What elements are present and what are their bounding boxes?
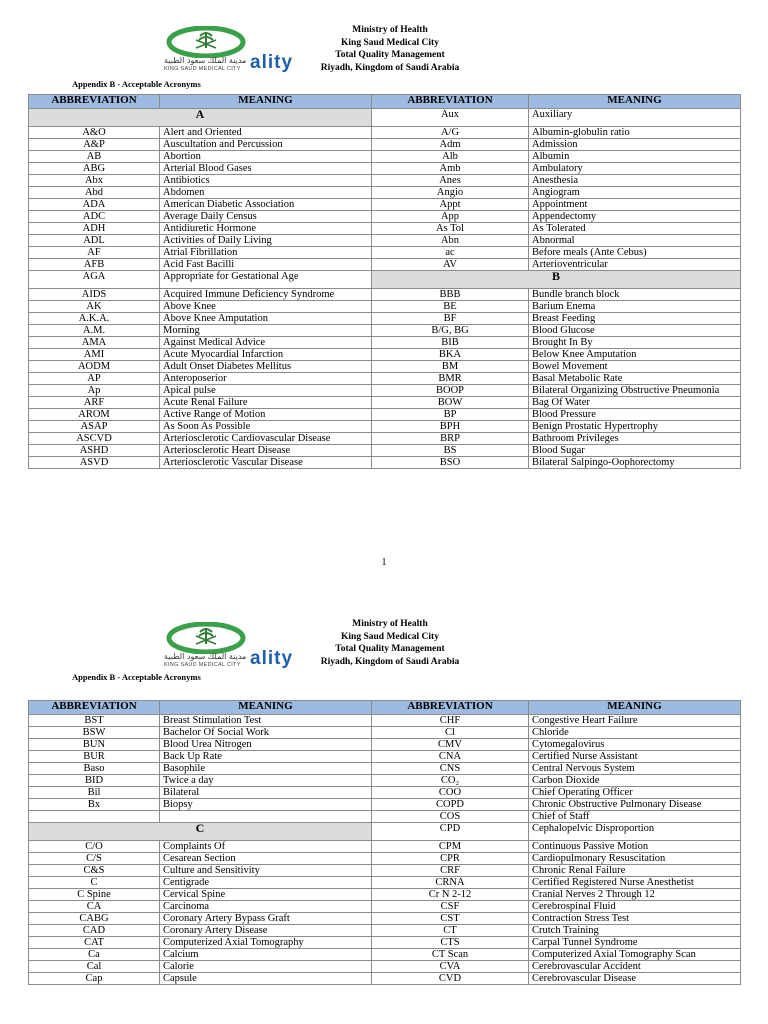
emblem-icon [166,26,246,58]
hospital-logo [162,622,304,674]
meaning-cell: Cephalopelvic Disproportion [529,823,741,841]
table-row [29,937,741,949]
abbreviation-cell: BRP [372,433,529,445]
abbreviation-cell: C [29,877,160,889]
meaning-cell: Cerebrovascular Accident [529,961,741,973]
table-row [29,187,741,199]
table-row [29,337,741,349]
meaning-cell: Blood Sugar [529,445,741,457]
table-row [29,811,741,823]
meaning-cell: Calorie [160,961,372,973]
meaning-cell: Appendectomy [529,211,741,223]
abbreviation-cell: ac [372,247,529,259]
meaning-cell: Congestive Heart Failure [529,715,741,727]
hospital-logo [162,26,304,78]
abbreviation-cell: A&P [29,139,160,151]
meaning-cell: Arteriosclerotic Heart Disease [160,445,372,457]
abbreviation-cell: ASCVD [29,433,160,445]
meaning-cell: Arterial Blood Gases [160,163,372,175]
column-header: ABBREVIATION [29,701,160,715]
meaning-cell: Culture and Sensitivity [160,865,372,877]
meaning-cell: Continuous Passive Motion [529,841,741,853]
meaning-cell: Coronary Artery Disease [160,925,372,937]
abbreviation-cell: Angio [372,187,529,199]
table-row [29,199,741,211]
abbreviation-cell: C/S [29,853,160,865]
table-row [29,211,741,223]
meaning-cell: Arteriosclerotic Vascular Disease [160,457,372,469]
abbreviation-cell: Adm [372,139,529,151]
table-row [29,109,741,127]
abbreviation-cell: BSO [372,457,529,469]
meaning-cell: Against Medical Advice [160,337,372,349]
abbreviation-cell: AP [29,373,160,385]
abbreviation-cell: BID [29,775,160,787]
abbreviation-cell: CRNA [372,877,529,889]
meaning-cell: Below Knee Amputation [529,349,741,361]
abbreviation-cell: CABG [29,913,160,925]
meaning-cell: Biopsy [160,799,372,811]
logo-wordmark: ality [250,52,294,73]
table-row [29,373,741,385]
abbreviation-cell: BPH [372,421,529,433]
abbreviation-cell: BUR [29,751,160,763]
column-header: MEANING [160,701,372,715]
abbreviation-cell: BBB [372,289,529,301]
meaning-cell: Abdomen [160,187,372,199]
meaning-cell: Brought In By [529,337,741,349]
column-header: ABBREVIATION [29,95,160,109]
abbreviation-cell: BKA [372,349,529,361]
abbreviation-cell: AF [29,247,160,259]
meaning-cell: Appropriate for Gestational Age [160,271,372,289]
meaning-cell: Basal Metabolic Rate [529,373,741,385]
table-row [29,949,741,961]
meaning-cell: American Diabetic Association [160,199,372,211]
meaning-cell: Antidiuretic Hormone [160,223,372,235]
abbreviation-cell: A/G [372,127,529,139]
header-line: Riyadh, Kingdom of Saudi Arabia [320,62,460,73]
abbreviation-cell: BUN [29,739,160,751]
meaning-cell: Before meals (Ante Cebus) [529,247,741,259]
meaning-cell: Bowel Movement [529,361,741,373]
abbreviation-cell: CPD [372,823,529,841]
meaning-cell: Carcinoma [160,901,372,913]
meaning-cell: Acid Fast Bacilli [160,259,372,271]
abbreviation-cell: ADH [29,223,160,235]
meaning-cell: Calcium [160,949,372,961]
meaning-cell: Adult Onset Diabetes Mellitus [160,361,372,373]
abbreviation-cell: AFB [29,259,160,271]
column-header: ABBREVIATION [372,95,529,109]
document-header [290,24,490,74]
logo-english-text: KING SAUD MEDICAL CITY [164,66,241,72]
table-row [29,727,741,739]
meaning-cell: Contraction Stress Test [529,913,741,925]
meaning-cell: Basophile [160,763,372,775]
abbreviation-cell: CHF [372,715,529,727]
acronym-table [28,94,741,469]
abbreviation-cell: App [372,211,529,223]
meaning-cell: As Soon As Possible [160,421,372,433]
table-row [29,763,741,775]
table-row [29,385,741,397]
emblem-icon [166,622,246,654]
abbreviation-cell: Ca [29,949,160,961]
table-row [29,301,741,313]
abbreviation-cell: AODM [29,361,160,373]
abbreviation-cell: CO₂ [372,775,529,787]
meaning-cell: Benign Prostatic Hypertrophy [529,421,741,433]
abbreviation-cell: COPD [372,799,529,811]
abbreviation-cell: AK [29,301,160,313]
abbreviation-cell: BP [372,409,529,421]
meaning-cell: Barium Enema [529,301,741,313]
abbreviation-cell: Anes [372,175,529,187]
meaning-cell: Admission [529,139,741,151]
table-row [29,313,741,325]
meaning-cell: Chief of Staff [529,811,741,823]
section-letter-header: A [29,109,372,127]
meaning-cell: Bundle branch block [529,289,741,301]
table-row [29,961,741,973]
abbreviation-cell: CNS [372,763,529,775]
abbreviation-cell: Ap [29,385,160,397]
table-row [29,877,741,889]
abbreviation-cell: CST [372,913,529,925]
meaning-cell: Bag Of Water [529,397,741,409]
abbreviation-cell: BMR [372,373,529,385]
abbreviation-cell: Baso [29,763,160,775]
header-line: Ministry of Health [352,25,428,35]
meaning-cell: Ambulatory [529,163,741,175]
abbreviation-cell: BOW [372,397,529,409]
abbreviation-cell: C/O [29,841,160,853]
meaning-cell: Carpal Tunnel Syndrome [529,937,741,949]
abbreviation-cell: BST [29,715,160,727]
abbreviation-cell: BOOP [372,385,529,397]
table-row [29,853,741,865]
meaning-cell: Active Range of Motion [160,409,372,421]
meaning-cell: Cervical Spine [160,889,372,901]
abbreviation-cell: CRF [372,865,529,877]
meaning-cell: Morning [160,325,372,337]
abbreviation-cell: CAD [29,925,160,937]
abbreviation-cell: CSF [372,901,529,913]
meaning-cell: Albumin [529,151,741,163]
meaning-cell: Capsule [160,973,372,985]
logo-arabic-text: مدينة الملك سعود الطبية [164,56,247,65]
abbreviation-cell: C Spine [29,889,160,901]
abbreviation-cell: As Tol [372,223,529,235]
table-row [29,457,741,469]
meaning-cell: Acute Myocardial Infarction [160,349,372,361]
abbreviation-cell: AIDS [29,289,160,301]
meaning-cell: Certified Registered Nurse Anesthetist [529,877,741,889]
table-row [29,397,741,409]
header-line: Total Quality Management [335,50,445,60]
table-row [29,151,741,163]
abbreviation-cell: AMI [29,349,160,361]
abbreviation-cell: ADA [29,199,160,211]
logo-wordmark: ality [250,648,294,669]
table-row [29,433,741,445]
meaning-cell: Complaints Of [160,841,372,853]
section-letter-header: B [372,271,741,289]
abbreviation-cell: C&S [29,865,160,877]
table-row [29,409,741,421]
meaning-cell: Cesarean Section [160,853,372,865]
meaning-cell: Crutch Training [529,925,741,937]
table-row [29,289,741,301]
meaning-cell [160,811,372,823]
meaning-cell: Computerized Axial Tomography [160,937,372,949]
abbreviation-cell: Cal [29,961,160,973]
table-row [29,163,741,175]
meaning-cell: Alert and Oriented [160,127,372,139]
abbreviation-cell: Appt [372,199,529,211]
meaning-cell: Appointment [529,199,741,211]
meaning-cell: Cranial Nerves 2 Through 12 [529,889,741,901]
meaning-cell: Back Up Rate [160,751,372,763]
table-row [29,925,741,937]
meaning-cell: As Tolerated [529,223,741,235]
header-line: King Saud Medical City [341,631,439,642]
abbreviation-cell: Abn [372,235,529,247]
meaning-cell: Chief Operating Officer [529,787,741,799]
meaning-cell: Activities of Daily Living [160,235,372,247]
abbreviation-cell: Amb [372,163,529,175]
abbreviation-cell: Cap [29,973,160,985]
meaning-cell: Bilateral Organizing Obstructive Pneumonia [529,385,741,397]
abbreviation-cell: CPM [372,841,529,853]
table-row [29,913,741,925]
table-row [29,325,741,337]
appendix-title: Appendix B - Acceptable Acronyms [72,79,201,89]
meaning-cell: Bilateral Salpingo-Oophorectomy [529,457,741,469]
abbreviation-cell: ARF [29,397,160,409]
meaning-cell: Chloride [529,727,741,739]
meaning-cell: Auxiliary [529,109,741,127]
meaning-cell: Above Knee Amputation [160,313,372,325]
abbreviation-cell: ASVD [29,457,160,469]
abbreviation-cell: CT [372,925,529,937]
abbreviation-cell: ADC [29,211,160,223]
abbreviation-cell [29,811,160,823]
abbreviation-cell: AGA [29,271,160,289]
meaning-cell: Bachelor Of Social Work [160,727,372,739]
table-row [29,841,741,853]
column-header: MEANING [160,95,372,109]
abbreviation-cell: CVA [372,961,529,973]
meaning-cell: Computerized Axial Tomography Scan [529,949,741,961]
abbreviation-cell: Alb [372,151,529,163]
meaning-cell: Carbon Dioxide [529,775,741,787]
abbreviation-cell: Bx [29,799,160,811]
meaning-cell: Acute Renal Failure [160,397,372,409]
abbreviation-cell: B/G, BG [372,325,529,337]
table-row [29,235,741,247]
abbreviation-cell: CA [29,901,160,913]
page-number: 1 [381,557,387,568]
abbreviation-cell: Cr N 2-12 [372,889,529,901]
logo-arabic-text: مدينة الملك سعود الطبية [164,652,247,661]
abbreviation-cell: Abd [29,187,160,199]
meaning-cell: Apical pulse [160,385,372,397]
meaning-cell: Arterioventricular [529,259,741,271]
abbreviation-cell: CMV [372,739,529,751]
meaning-cell: Breast Feeding [529,313,741,325]
table-row [29,739,741,751]
abbreviation-cell: AMA [29,337,160,349]
meaning-cell: Auscultation and Percussion [160,139,372,151]
abbreviation-cell: CT Scan [372,949,529,961]
acronym-table [28,700,741,985]
meaning-cell: Albumin-globulin ratio [529,127,741,139]
meaning-cell: Breast Stimulation Test [160,715,372,727]
abbreviation-cell: BE [372,301,529,313]
table-row [29,751,741,763]
table-row [29,889,741,901]
meaning-cell: Cerebrospinal Fluid [529,901,741,913]
meaning-cell: Abortion [160,151,372,163]
header-line: Riyadh, Kingdom of Saudi Arabia [320,656,460,667]
meaning-cell: Cardiopulmonary Resuscitation [529,853,741,865]
abbreviation-cell: CTS [372,937,529,949]
table-row [29,865,741,877]
meaning-cell: Atrial Fibrillation [160,247,372,259]
table-row [29,715,741,727]
meaning-cell: Blood Pressure [529,409,741,421]
meaning-cell: Anesthesia [529,175,741,187]
abbreviation-cell: A&O [29,127,160,139]
abbreviation-cell: A.M. [29,325,160,337]
abbreviation-cell: ADL [29,235,160,247]
table-row [29,259,741,271]
abbreviation-cell: AB [29,151,160,163]
abbreviation-cell: COO [372,787,529,799]
abbreviation-cell: ASAP [29,421,160,433]
abbreviation-cell: Aux [372,109,529,127]
column-header: MEANING [529,701,741,715]
section-letter-header: C [29,823,372,841]
meaning-cell: Acquired Immune Deficiency Syndrome [160,289,372,301]
meaning-cell: Certified Nurse Assistant [529,751,741,763]
meaning-cell: Blood Urea Nitrogen [160,739,372,751]
table-row [29,901,741,913]
column-header: MEANING [529,95,741,109]
document-header [290,618,490,668]
abbreviation-cell: CVD [372,973,529,985]
meaning-cell: Blood Glucose [529,325,741,337]
table-row [29,139,741,151]
table-row [29,973,741,985]
meaning-cell: Cerebrovascular Disease [529,973,741,985]
meaning-cell: Chronic Renal Failure [529,865,741,877]
header-line: Ministry of Health [352,619,428,629]
abbreviation-cell: BSW [29,727,160,739]
table-row [29,223,741,235]
table-row [29,361,741,373]
meaning-cell: Bathroom Privileges [529,433,741,445]
meaning-cell: Antibiotics [160,175,372,187]
table-row [29,127,741,139]
table-row [29,247,741,259]
meaning-cell: Bilateral [160,787,372,799]
table-row [29,775,741,787]
abbreviation-cell: AROM [29,409,160,421]
meaning-cell: Twice a day [160,775,372,787]
meaning-cell: Anteroposerior [160,373,372,385]
column-header: ABBREVIATION [372,701,529,715]
abbreviation-cell: ASHD [29,445,160,457]
table-row [29,445,741,457]
meaning-cell: Central Nervous System [529,763,741,775]
abbreviation-cell: BS [372,445,529,457]
abbreviation-cell: BM [372,361,529,373]
meaning-cell: Coronary Artery Bypass Graft [160,913,372,925]
table-row [29,799,741,811]
meaning-cell: Chronic Obstructive Pulmonary Disease [529,799,741,811]
meaning-cell: Arteriosclerotic Cardiovascular Disease [160,433,372,445]
abbreviation-cell: Cl [372,727,529,739]
header-line: Total Quality Management [335,644,445,654]
table-row [29,175,741,187]
abbreviation-cell: COS [372,811,529,823]
logo-english-text: KING SAUD MEDICAL CITY [164,662,241,668]
meaning-cell: Cytomegalovirus [529,739,741,751]
table-row [29,421,741,433]
abbreviation-cell: ABG [29,163,160,175]
abbreviation-cell: CAT [29,937,160,949]
table-row [29,271,741,289]
meaning-cell: Angiogram [529,187,741,199]
meaning-cell: Abnormal [529,235,741,247]
meaning-cell: Average Daily Census [160,211,372,223]
abbreviation-cell: A.K.A. [29,313,160,325]
meaning-cell: Centigrade [160,877,372,889]
abbreviation-cell: CNA [372,751,529,763]
abbreviation-cell: Bil [29,787,160,799]
meaning-cell: Above Knee [160,301,372,313]
abbreviation-cell: BIB [372,337,529,349]
table-row [29,823,741,841]
table-row [29,349,741,361]
header-line: King Saud Medical City [341,37,439,48]
abbreviation-cell: CPR [372,853,529,865]
abbreviation-cell: Abx [29,175,160,187]
abbreviation-cell: BF [372,313,529,325]
abbreviation-cell: AV [372,259,529,271]
table-row [29,787,741,799]
appendix-title: Appendix B - Acceptable Acronyms [72,672,201,682]
